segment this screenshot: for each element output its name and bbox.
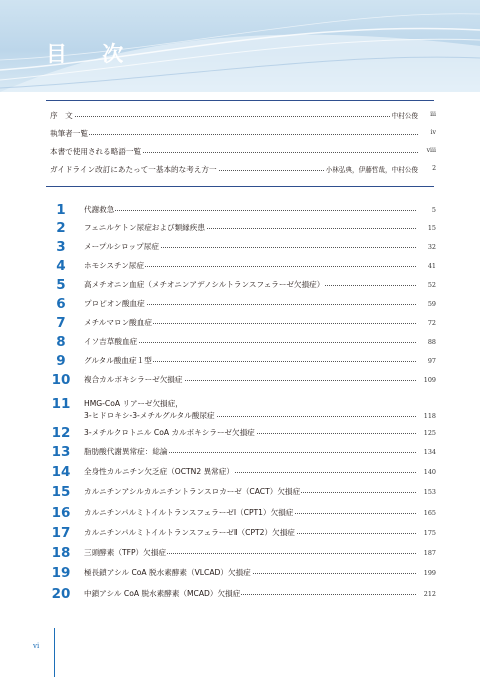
front-matter-page: viii xyxy=(426,147,436,154)
chapter-number: 12 xyxy=(51,425,71,441)
chapter-title: 三頭酵素（TFP）欠損症 xyxy=(84,548,166,557)
chapter-title: 全身性カルニチン欠乏症（OCTN2 異常症） xyxy=(84,467,234,476)
chapter-page: 41 xyxy=(427,262,436,270)
chapter-number: 18 xyxy=(51,545,71,561)
section-rule xyxy=(46,186,434,187)
chapter-title: フェニルケトン尿症および類縁疾患 xyxy=(84,223,205,232)
chapter-item xyxy=(46,396,436,426)
front-matter-page: iii xyxy=(430,111,436,118)
chapter-item xyxy=(46,202,436,220)
chapter-number: 8 xyxy=(56,334,66,350)
chapter-item xyxy=(46,444,436,462)
chapter-page: 140 xyxy=(423,468,436,476)
chapter-page: 165 xyxy=(423,509,436,517)
chapter-item xyxy=(46,425,436,443)
chapter-page: 187 xyxy=(423,549,436,557)
chapter-title: ホモシスチン尿症 xyxy=(84,261,144,270)
chapter-title: グルタル酸血症１型 xyxy=(84,356,152,365)
chapter-number: 1 xyxy=(56,202,66,218)
chapter-number: 10 xyxy=(51,372,71,388)
front-matter-label: 執筆者一覧 xyxy=(50,129,88,138)
header-banner xyxy=(0,0,480,92)
chapter-number: 20 xyxy=(51,586,71,602)
chapter-item xyxy=(46,258,436,276)
chapter-title: 3-メチルクロトニル CoA カルボキシラーゼ欠損症 xyxy=(84,428,255,437)
chapter-title: 脂肪酸代謝異常症：総論 xyxy=(84,447,168,456)
chapter-number: 5 xyxy=(56,277,66,293)
chapter-title: 複合カルボキシラーゼ欠損症 xyxy=(84,375,183,384)
chapter-item xyxy=(46,505,436,523)
chapter-page: 153 xyxy=(423,488,436,496)
chapter-page: 175 xyxy=(423,529,436,537)
chapter-title: イソ吉草酸血症 xyxy=(84,337,138,346)
chapter-item xyxy=(46,565,436,583)
chapter-page: 125 xyxy=(423,429,436,437)
chapter-title: プロピオン酸血症 xyxy=(84,299,145,308)
top-rule xyxy=(46,100,434,101)
chapter-number: 2 xyxy=(56,220,66,236)
front-matter-label: 本書で使用される略語一覧 xyxy=(50,147,142,156)
chapter-title: カルニチンパルミトイルトランスフェラーゼⅡ（CPT2）欠損症 xyxy=(84,528,295,537)
chapter-item xyxy=(46,525,436,543)
chapter-page: 97 xyxy=(427,357,436,365)
chapter-page: 59 xyxy=(427,300,436,308)
chapter-item xyxy=(46,484,436,502)
chapter-title: HMG-CoA リアーゼ欠損症， xyxy=(84,399,183,408)
footer-rule xyxy=(54,628,55,677)
chapter-item xyxy=(46,315,436,333)
chapter-item xyxy=(46,586,436,604)
chapter-item xyxy=(46,277,436,295)
chapter-page: 118 xyxy=(423,412,436,420)
chapter-item xyxy=(46,545,436,563)
chapter-page: 212 xyxy=(423,590,436,598)
chapter-number: 9 xyxy=(56,353,66,369)
chapter-title: 極長鎖アシル CoA 脱水素酵素（VLCAD）欠損症 xyxy=(84,568,251,577)
chapter-title: 代謝救急 xyxy=(84,205,115,214)
chapter-title: メチルマロン酸血症 xyxy=(84,318,152,327)
chapter-title: 高メチオニン血症（メチオニンアデノシルトランスフェラーゼ欠損症） xyxy=(84,280,325,289)
chapter-title: カルニチンパルミトイルトランスフェラーゼⅠ（CPT1）欠損症 xyxy=(84,508,294,517)
front-matter-item xyxy=(50,164,436,178)
chapter-number: 6 xyxy=(56,296,66,312)
front-matter-label: 序 文 xyxy=(50,111,73,120)
chapter-number: 7 xyxy=(56,315,66,331)
front-matter-author: 中村公俊 xyxy=(391,112,418,120)
front-matter-item xyxy=(50,128,436,142)
chapter-item xyxy=(46,372,436,390)
chapter-title: カルニチンアシルカルニチントランスロカーゼ（CACT）欠損症 xyxy=(84,487,301,496)
front-matter-page: iv xyxy=(430,129,436,136)
leader-dots xyxy=(50,116,418,117)
chapter-number: 15 xyxy=(51,484,71,500)
chapter-title-line2: 3-ヒドロキシ-3-メチルグルタル酸尿症 xyxy=(84,411,215,420)
chapter-number: 13 xyxy=(51,444,71,460)
chapter-number: 17 xyxy=(51,525,71,541)
chapter-title: 中鎖アシル CoA 脱水素酵素（MCAD）欠損症 xyxy=(84,589,241,598)
chapter-number: 3 xyxy=(56,239,66,255)
chapter-item xyxy=(46,334,436,352)
chapter-page: 134 xyxy=(423,448,436,456)
front-matter-item xyxy=(50,110,436,124)
chapter-page: 32 xyxy=(427,243,436,251)
leader-dots xyxy=(50,134,418,135)
chapter-page: 109 xyxy=(423,376,436,384)
front-matter-author: 小林弘典，伊藤哲哉，中村公俊 xyxy=(325,166,418,174)
chapter-item xyxy=(46,296,436,314)
front-matter-page: 2 xyxy=(432,165,436,172)
front-matter-label: ガイドライン改訂にあたって一基本的な考え方一 xyxy=(50,165,217,174)
chapter-item xyxy=(46,220,436,238)
leader-dots xyxy=(84,210,416,211)
chapter-page: 88 xyxy=(427,338,436,346)
front-matter-item xyxy=(50,146,436,160)
page-title: 目 次 xyxy=(46,42,138,66)
chapter-page: 199 xyxy=(423,569,436,577)
chapter-number: 14 xyxy=(51,464,71,480)
chapter-item xyxy=(46,353,436,371)
chapter-number: 16 xyxy=(51,505,71,521)
chapter-number: 11 xyxy=(51,396,71,412)
chapter-page: 52 xyxy=(427,281,436,289)
chapter-page: 72 xyxy=(427,319,436,327)
chapter-item xyxy=(46,464,436,482)
chapter-number: 19 xyxy=(51,565,71,581)
chapter-number: 4 xyxy=(56,258,66,274)
page-number: vi xyxy=(33,642,40,650)
chapter-page: 15 xyxy=(427,224,436,232)
chapter-page: 5 xyxy=(431,206,436,214)
chapter-item xyxy=(46,239,436,257)
chapter-title: メープルシロップ尿症 xyxy=(84,242,159,251)
